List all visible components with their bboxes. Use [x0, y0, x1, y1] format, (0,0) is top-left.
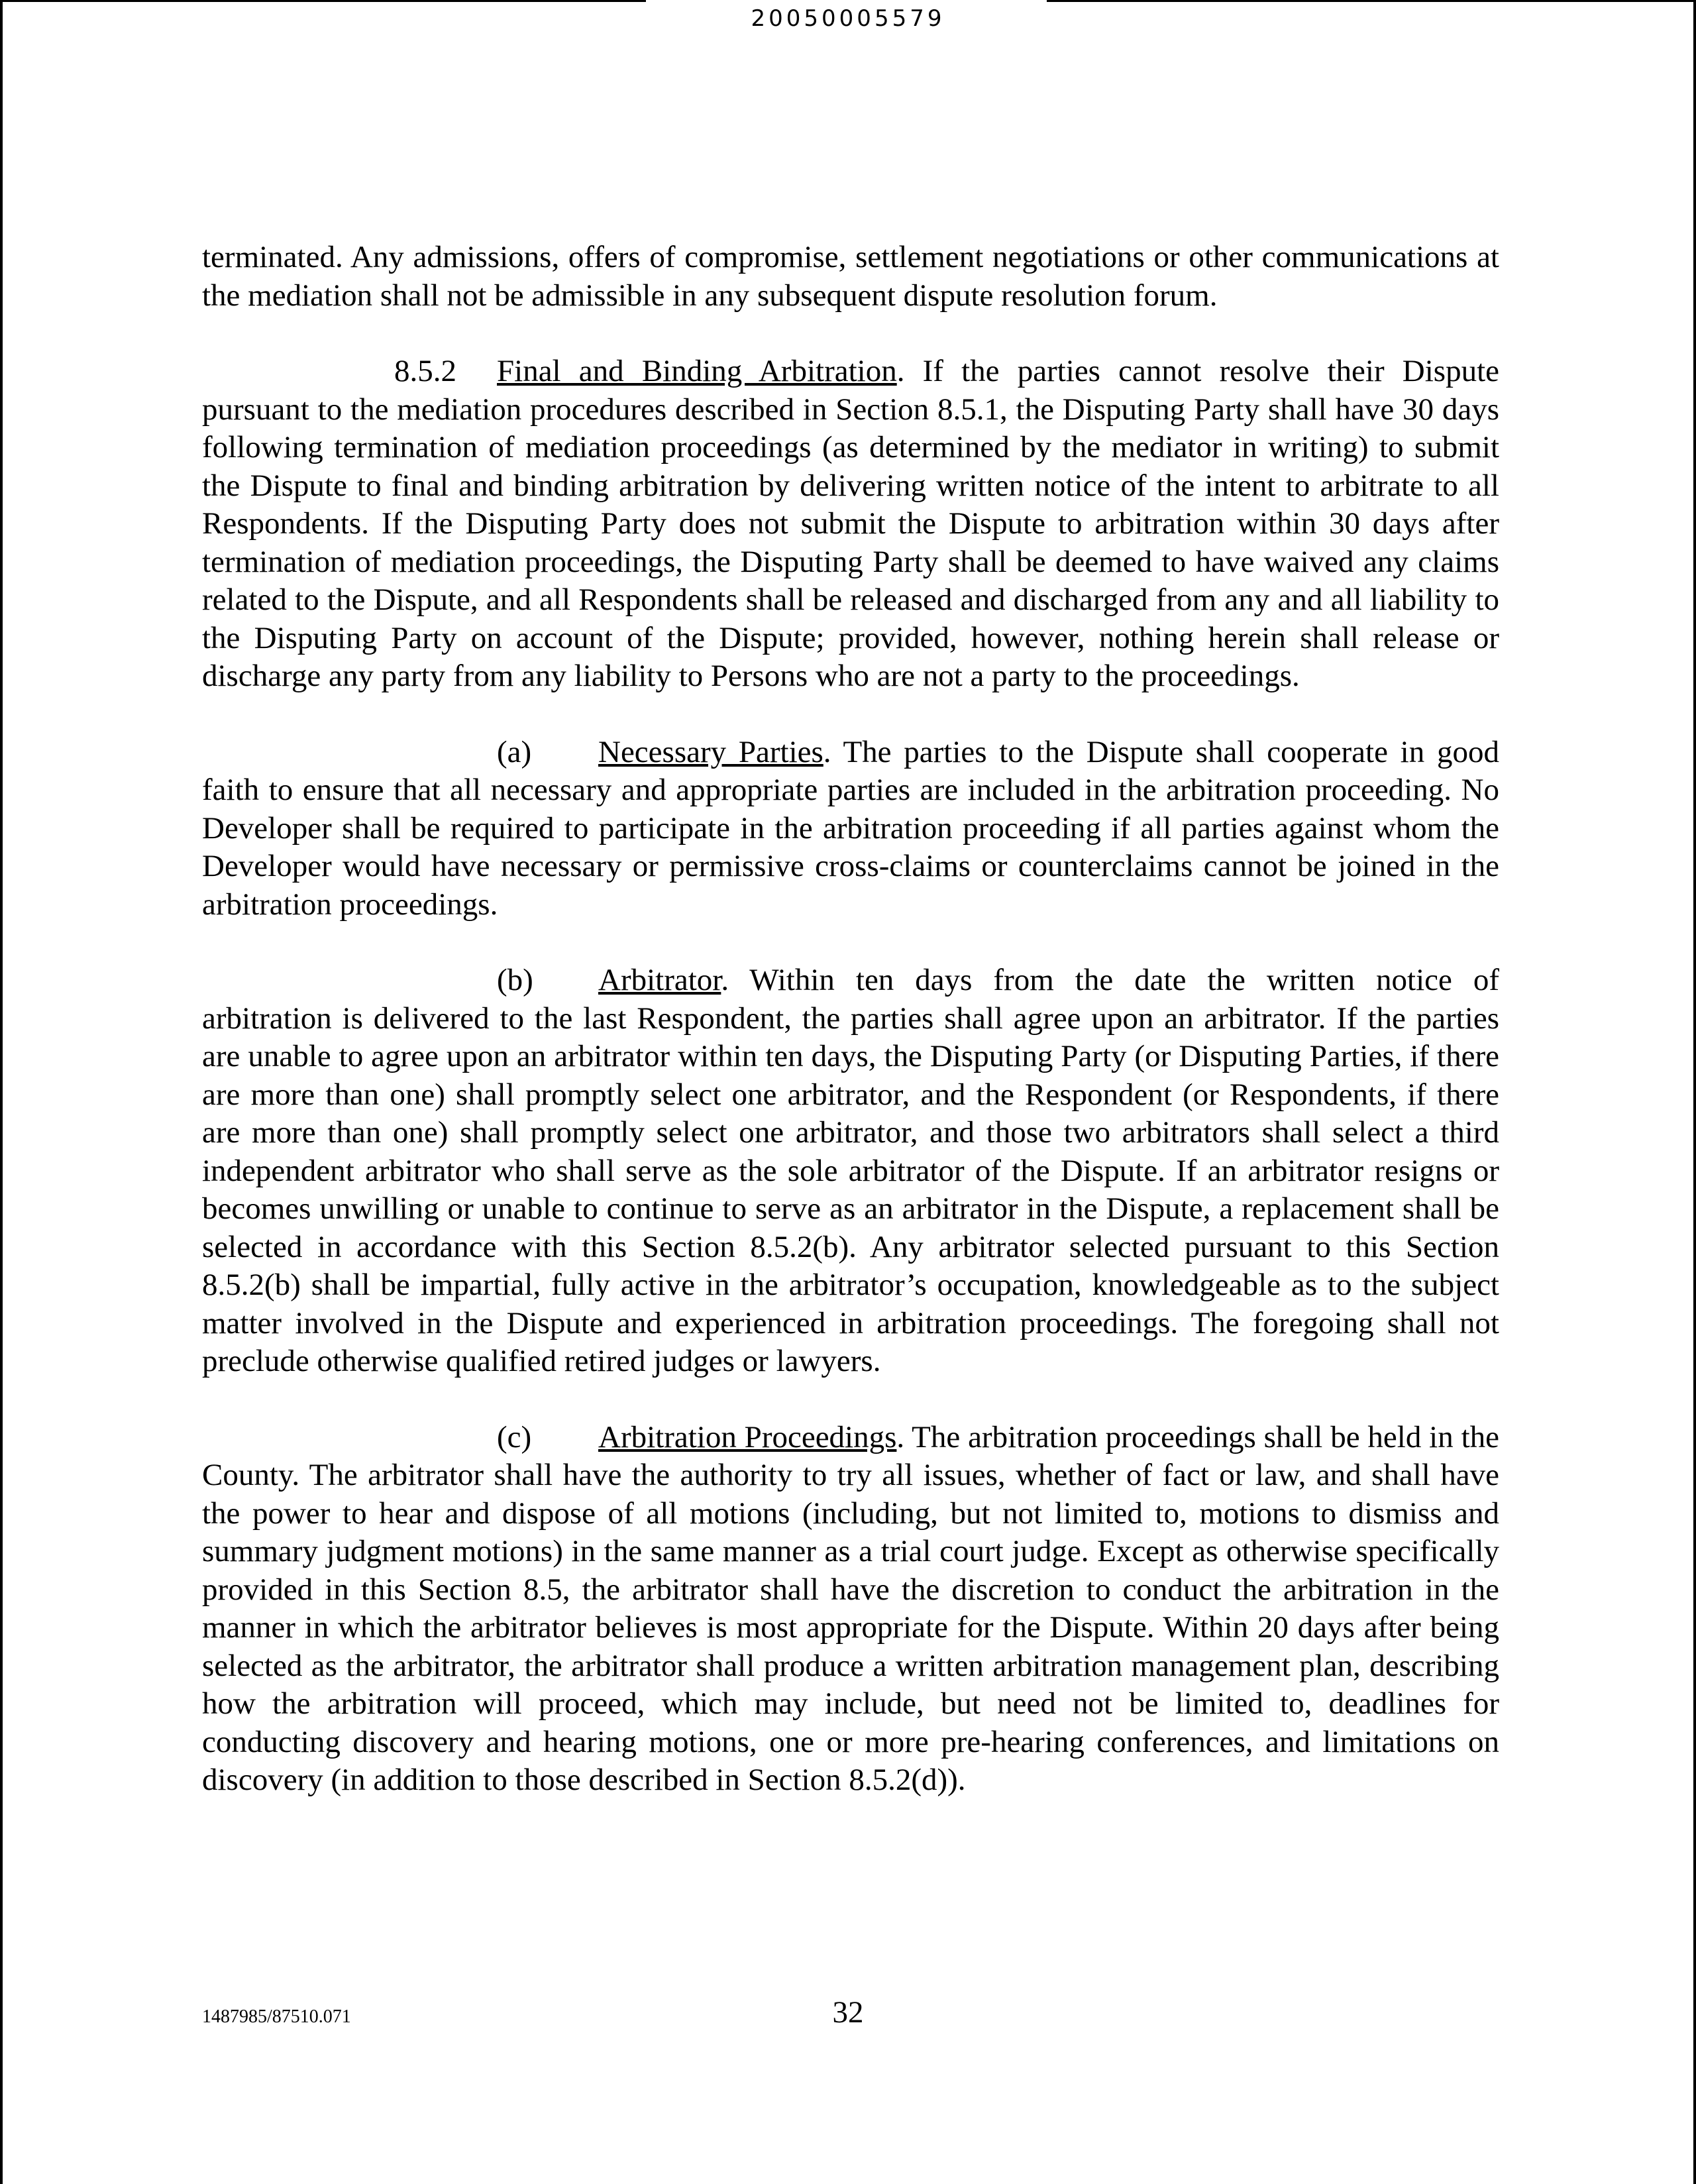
subsection-label: (a)	[497, 734, 532, 769]
document-body	[202, 239, 1499, 1800]
page-right-border	[1693, 0, 1696, 2184]
subsection-label: (b)	[497, 963, 533, 997]
section-title: Final and Binding Arbitration	[497, 354, 897, 388]
subsection-title: Arbitrator	[598, 963, 721, 997]
subsection-c	[202, 1419, 1499, 1800]
subsection-a	[202, 734, 1499, 924]
section-8-5-2	[202, 353, 1499, 696]
section-number: 8.5.2	[394, 354, 456, 388]
section-text: . If the parties cannot resolve their Dispute pursuant to the mediation procedures described in Section 8.5.1, the Disputing Party shall have 30 days following termination of mediation proceedings (as determined by the mediator in writing) to submit the Dispute to final and binding arbitration by delivering written notice of the intent to arbitrate to all Respondents. If the Disputing Party does not submit the Dispute to arbitration within 30 days after termination of mediation proceedings, the Disputing Party shall be deemed to have waived any claims related to the Dispute, and all Respondents shall be released and discharged from any and all liability to the Disputing Party on account of the Dispute; provided, however, nothing herein shall release or discharge any party from any liability to Persons who are not a party to the proceedings.	[202, 354, 1499, 693]
page-left-border	[0, 0, 3, 2184]
subsection-b	[202, 961, 1499, 1381]
header-rule-right	[1047, 0, 1696, 2]
subsection-title: Arbitration Proceedings	[598, 1419, 897, 1454]
page-number: 32	[832, 1995, 864, 2030]
subsection-text: . The parties to the Dispute shall cooperate in good faith to ensure that all necessary and appropriate parties are included in the arbitration proceeding. No Developer shall be required to participate in the arbitration proceeding if all parties against whom the Developer would have necessary or permissive cross-claims or counterclaims cannot be joined in the arbitration proceedings.	[202, 734, 1499, 922]
file-reference: 1487985/87510.071	[202, 2006, 351, 2027]
document-number: 20050005579	[751, 5, 945, 32]
header-rule-left	[0, 0, 646, 2]
subsection-title: Necessary Parties	[598, 734, 823, 769]
paragraph-continuation: terminated. Any admissions, offers of compromise, settlement negotiations or other communications at the mediation shall not be admissible in any subsequent dispute resolution forum.	[202, 240, 1499, 313]
subsection-label: (c)	[497, 1419, 532, 1454]
subsection-text: . Within ten days from the date the written notice of arbitration is delivered to the last Respondent, the parties shall agree upon an arbitrator. If the parties are unable to agree upon an arbitrator within ten days, the Disputing Party (or Disputing Parties, if there are more than one) shall promptly select one arbitrator, and the Respondent (or Respondents, if there are more than one) shall promptly select one arbitrator, and those two arbitrators shall select a third independent arbitrator who shall serve as the sole arbitrator of the Dispute. If an arbitrator resigns or becomes unwilling or unable to continue to serve as an arbitrator in the Dispute, a replacement shall be selected in accordance with this Section 8.5.2(b). Any arbitrator selected pursuant to this Section 8.5.2(b) shall be impartial, fully active in the arbitrator’s occupation, knowledgeable as to the subject matter involved in the Dispute and experienced in arbitration proceedings. The foregoing shall not preclude otherwise qualified retired judges or lawyers.	[202, 963, 1499, 1378]
subsection-text: . The arbitration proceedings shall be held in the County. The arbitrator shall have the authority to try all issues, whether of fact or law, and shall have the power to hear and dispose of all motions (including, but not limited to, motions to dismiss and summary judgment motions) in the same manner as a trial court judge. Except as otherwise specifically provided in this Section 8.5, the arbitrator shall have the discretion to conduct the arbitration in the manner in which the arbitrator believes is most appropriate for the Dispute. Within 20 days after being selected as the arbitrator, the arbitrator shall produce a written arbitration management plan, describing how the arbitration will proceed, which may include, but need not be limited to, deadlines for conducting discovery and hearing motions, one or more pre-hearing conferences, and limitations on discovery (in addition to those described in Section 8.5.2(d)).	[202, 1419, 1499, 1797]
